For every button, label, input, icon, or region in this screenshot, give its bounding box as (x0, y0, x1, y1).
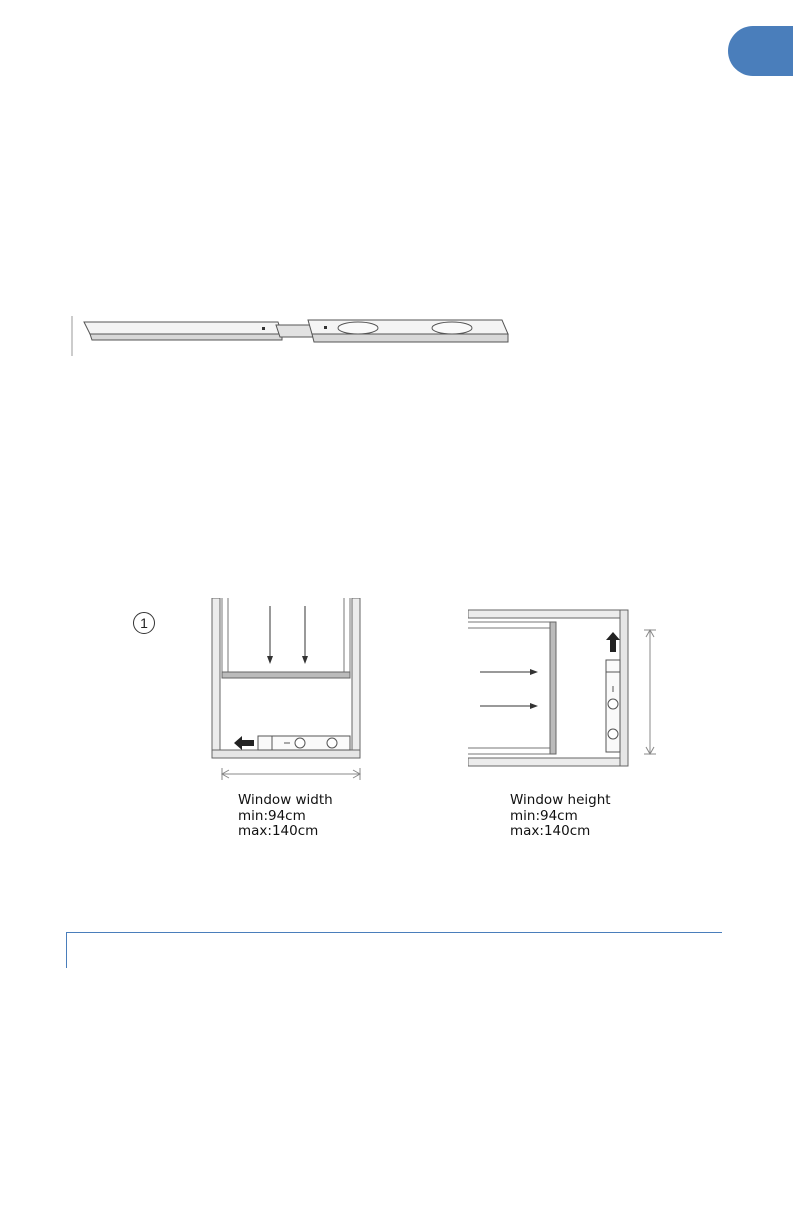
window-slide-kit-illustration (70, 312, 520, 360)
step-number: 1 (133, 612, 155, 634)
window-height-max: max:140cm (510, 823, 591, 839)
window-height-diagram (468, 608, 668, 768)
window-width-min: min:94cm (238, 807, 306, 824)
window-width-label: Window width (238, 792, 333, 808)
window-width-diagram (210, 598, 370, 794)
window-height-label: Window height (510, 792, 611, 808)
section-divider (66, 932, 722, 969)
page-tab (728, 26, 793, 76)
window-width-caption (238, 793, 333, 840)
window-width-max: max:140cm (238, 823, 319, 839)
window-height-min: min:94cm (510, 807, 578, 824)
section-divider-edge (66, 932, 67, 968)
window-height-caption (510, 793, 611, 840)
